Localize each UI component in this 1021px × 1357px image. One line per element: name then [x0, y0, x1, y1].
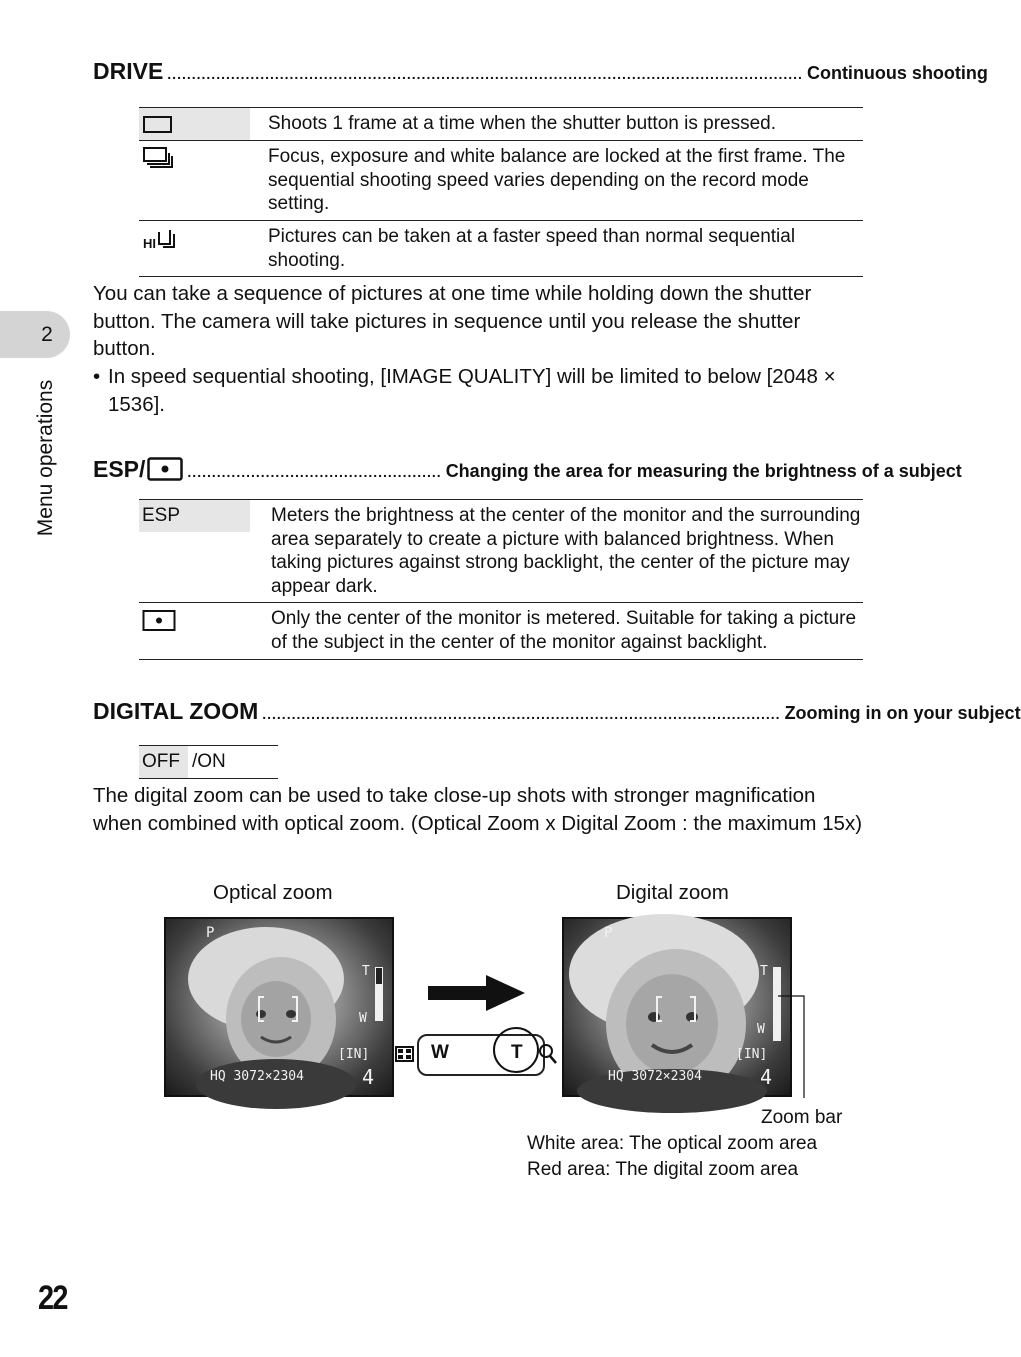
digital-zoom-options [139, 745, 278, 779]
digital-zoom-body: The digital zoom can be used to take close-up shots with stronger magnification when combined with optical zoom. (Optical Zoom x Digital Zoom : the maximum 15x) [93, 784, 863, 835]
right-arrow-icon [428, 975, 526, 1011]
tele-press-circle [492, 1026, 542, 1076]
drive-subtitle: Continuous shooting [806, 63, 988, 83]
bullet-mark: • [93, 365, 101, 388]
esp-option [139, 500, 250, 602]
memory-indicator: [IN] [338, 1047, 370, 1062]
row-description: Only the center of the monitor is metered. Suitable for taking a picture of the subject in the center of the monitor against backlight. [271, 608, 857, 653]
mode-indicator: P [604, 925, 613, 941]
af-target-mark [654, 995, 698, 1023]
option-on: /ON [192, 751, 226, 772]
leader-dots: .................................................... [187, 464, 442, 480]
chapter-tab [0, 311, 70, 358]
wide-grid-icon [395, 1045, 415, 1063]
drive-bullet [93, 363, 868, 418]
esp-title: ESP/ [93, 456, 146, 482]
memory-indicator: [IN] [736, 1047, 768, 1062]
svg-text:HI: HI [143, 236, 156, 251]
lever-wide-label: W [431, 1042, 449, 1063]
drive-heading [93, 58, 988, 85]
option-off: OFF [139, 746, 188, 778]
esp-heading [93, 453, 962, 483]
leader-dots: .................................................................................................................................. [167, 66, 803, 82]
zoom-bar-callout-line [777, 990, 807, 1100]
lever-tele-label: T [511, 1042, 523, 1063]
table-row [139, 141, 863, 221]
spot-metering-icon [147, 457, 183, 481]
wide-label: W [359, 1011, 367, 1026]
chapter-number: 2 [41, 323, 53, 346]
wide-label: W [757, 1022, 765, 1037]
drive-bullet-text: In speed sequential shooting, [IMAGE QUALITY] will be limited to below [2048 × 1536]. [108, 365, 836, 416]
single-frame-icon [139, 108, 250, 140]
magnifier-icon [538, 1043, 558, 1065]
sequential-icon [139, 141, 250, 220]
optical-zoom-screen [164, 917, 394, 1097]
shots-remaining: 4 [760, 1065, 773, 1089]
row-description: Shoots 1 frame at a time when the shutter button is pressed. [268, 113, 776, 134]
drive-body-text: You can take a sequence of pictures at one time while holding down the shutter button. The camera will take pictures in sequence until you release the shutter button. [93, 282, 812, 360]
optical-zoom-level [376, 984, 382, 1020]
digital-zoom-title: DIGITAL ZOOM [93, 698, 259, 724]
spot-metering-icon [139, 603, 250, 659]
quality-indicator: HQ 3072×2304 [210, 1069, 304, 1084]
shots-remaining: 4 [362, 1065, 375, 1089]
row-description: Meters the brightness at the center of the monitor and the surrounding area separately to create a picture with balanced brightness. When taking pictures against strong backlight, the center of the picture may appear dark. [271, 505, 861, 597]
row-description: Pictures can be taken at a faster speed than normal sequential shooting. [268, 226, 796, 271]
chapter-label: Menu operations [34, 379, 57, 537]
optical-zoom-caption: Optical zoom [213, 881, 333, 904]
tele-label: T [362, 964, 370, 979]
mode-indicator: P [206, 925, 215, 941]
table-row [139, 221, 863, 277]
row-description: Focus, exposure and white balance are locked at the first frame. The sequential shooting speed varies depending on the record mode setting. [268, 146, 846, 214]
digital-zoom-caption: Digital zoom [616, 881, 729, 904]
red-area-note: Red area: The digital zoom area [527, 1159, 799, 1180]
quality-indicator: HQ 3072×2304 [608, 1069, 702, 1084]
hi-speed-sequential-icon [139, 221, 250, 276]
leader-dots: .......................................................................................................... [262, 706, 781, 722]
esp-option-label: ESP [139, 500, 250, 532]
white-area-note: White area: The optical zoom area [527, 1133, 818, 1154]
af-target-mark [256, 995, 300, 1023]
tele-label: T [760, 964, 768, 979]
esp-subtitle: Changing the area for measuring the brightness of a subject [445, 461, 962, 481]
digital-zoom-heading [93, 698, 1021, 725]
drive-table [139, 107, 863, 277]
digital-zoom-screen [562, 917, 792, 1097]
digital-zoom-subtitle: Zooming in on your subject [784, 703, 1021, 723]
page-number: 22 [38, 1279, 67, 1317]
table-row [139, 603, 863, 660]
table-row [139, 108, 863, 141]
zoom-bar-label: Zoom bar [761, 1107, 843, 1128]
esp-table [139, 499, 863, 660]
table-row [139, 500, 863, 603]
drive-title: DRIVE [93, 58, 164, 84]
